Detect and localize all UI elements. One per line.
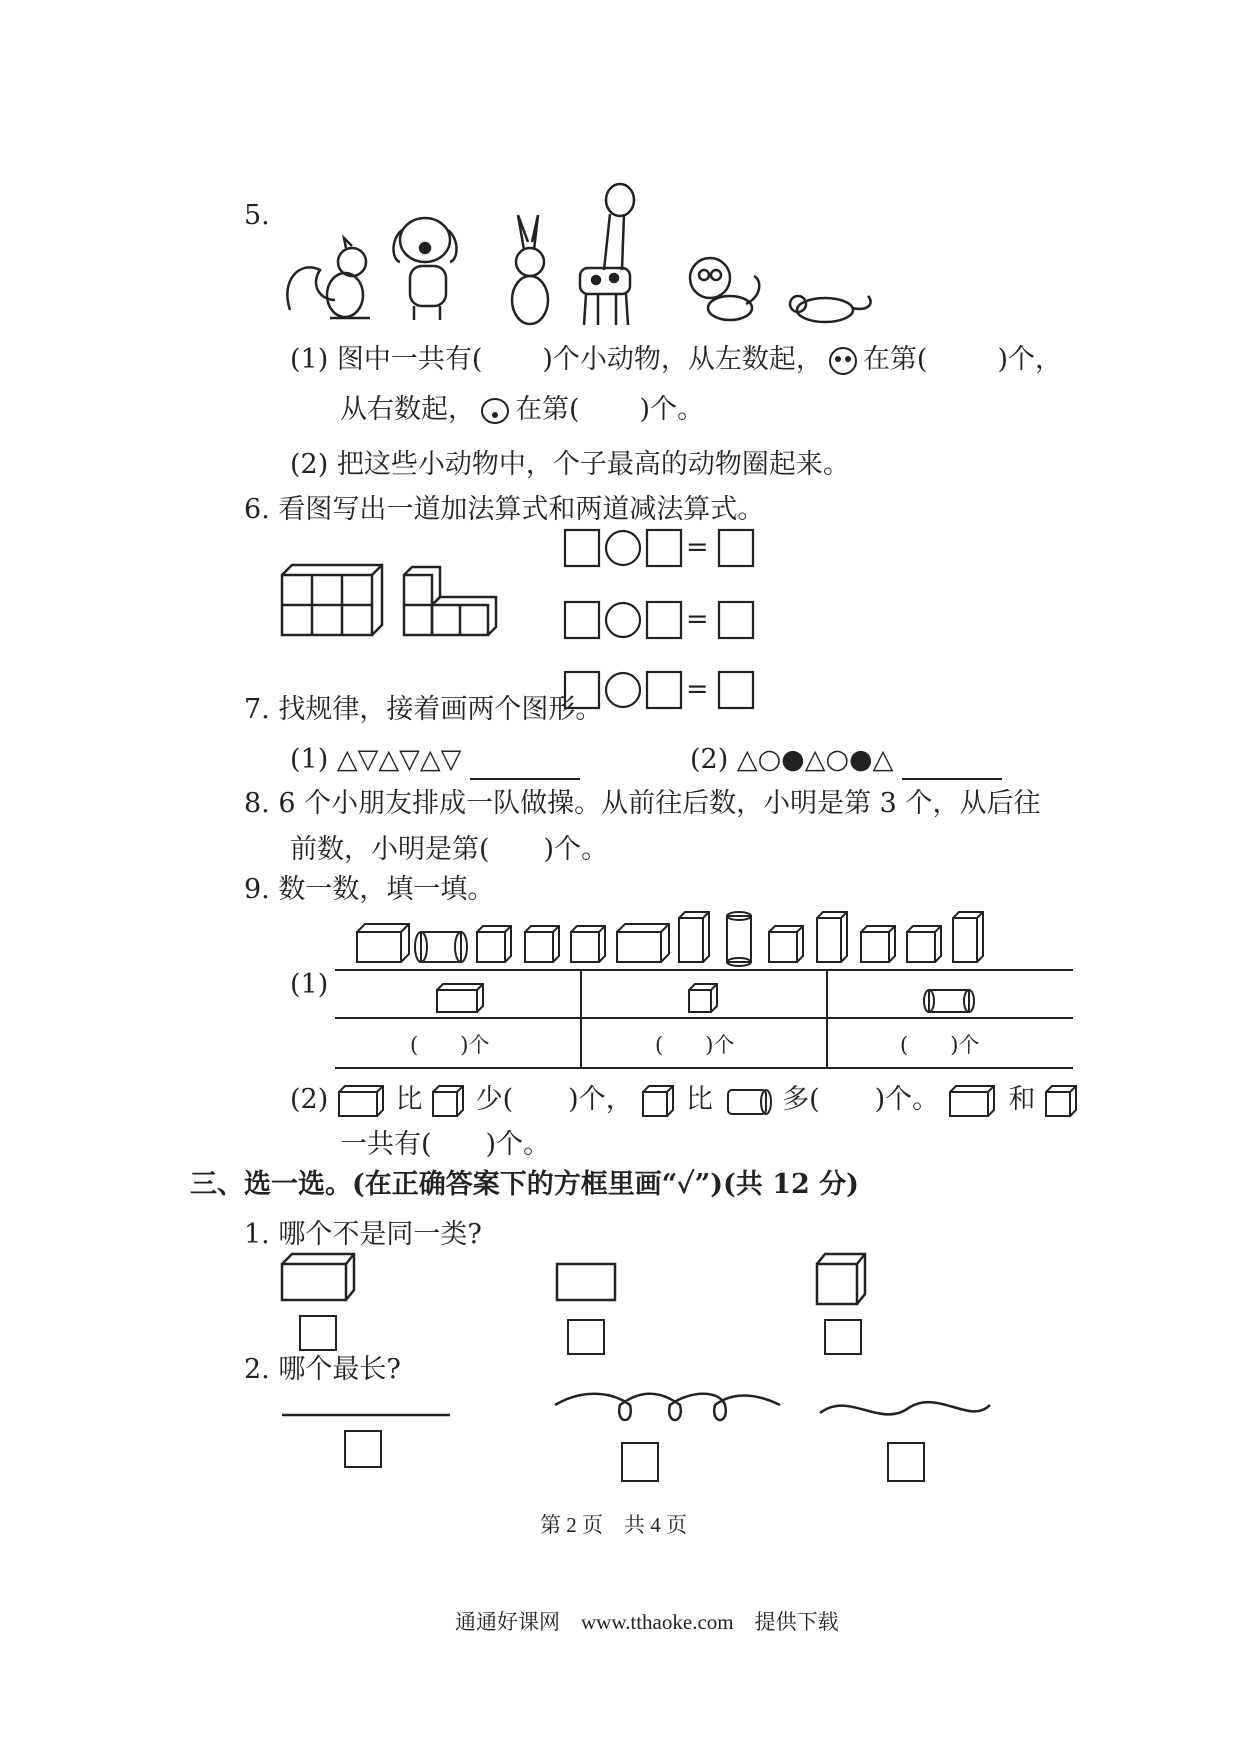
cube-icon xyxy=(525,926,559,962)
solids-row xyxy=(355,910,1005,970)
section3-q1: 1. 哪个不是同一类? xyxy=(244,1219,482,1250)
giraffe-icon xyxy=(580,184,634,325)
cube-icon xyxy=(817,1254,865,1304)
tall-cuboid-icon xyxy=(817,912,847,962)
equals-sign-2: = xyxy=(686,604,709,635)
q9-part2-line2: 一共有( )个。 xyxy=(340,1129,551,1160)
looped-line-icon xyxy=(555,1394,780,1420)
q5-sub1-text-e: 从右数起， xyxy=(340,394,475,425)
answer-box-3 xyxy=(825,1320,861,1354)
cube-icon xyxy=(907,926,941,962)
cube-icon xyxy=(431,1084,467,1118)
q9-text-unit-1: )个， xyxy=(568,1084,633,1115)
squirrel-icon xyxy=(287,238,370,318)
q5-sub1-text-c: 在第( xyxy=(862,344,928,375)
q9-compare-word-2: 比 xyxy=(685,1084,713,1115)
cuboid-icon xyxy=(617,924,669,962)
cube-icon xyxy=(1044,1084,1080,1118)
equation-row-1 xyxy=(565,530,753,566)
monkey-icon xyxy=(690,258,759,320)
q1-options xyxy=(280,1250,880,1350)
cube-icon xyxy=(769,926,803,962)
cylinder-icon xyxy=(415,932,467,962)
rectangle-icon xyxy=(557,1264,615,1300)
q7-part1-label: (1) xyxy=(290,744,329,775)
count-cell-cuboid[interactable]: ( )个 xyxy=(410,1033,490,1057)
q5-sub2: (2) 把这些小动物中，个子最高的动物圈起来。 xyxy=(290,449,850,480)
q5-sub1-line1 xyxy=(290,340,1062,380)
mouse-icon xyxy=(790,296,871,322)
q8-line1: 8. 6 个小朋友排成一队做操。从前往后数，小明是第 3 个，从后往 xyxy=(244,788,1041,819)
tall-cylinder-icon xyxy=(727,912,751,966)
cube-icon xyxy=(861,926,895,962)
q5-sub1-line2 xyxy=(340,390,704,430)
cuboid-icon xyxy=(437,984,483,1012)
q9-text: 9. 数一数，填一填。 xyxy=(244,874,495,905)
q7-part1-pattern: △▽△▽△▽ xyxy=(336,744,462,775)
count-cell-cube[interactable]: ( )个 xyxy=(655,1033,735,1057)
cuboid-icon xyxy=(337,1084,387,1118)
page-number: 第 2 页 共 4 页 xyxy=(540,1513,687,1537)
answer-box-1 xyxy=(300,1316,336,1350)
section3-q2: 2. 哪个最长? xyxy=(244,1354,401,1385)
cube-icon xyxy=(689,984,717,1012)
q2-options xyxy=(280,1385,1000,1495)
q5-sub1-text-a: (1) 图中一共有( xyxy=(290,344,483,375)
q8-line2: 前数，小明是第( )个。 xyxy=(290,834,609,865)
q5-sub1-text-g: )个。 xyxy=(639,394,705,425)
dog-icon xyxy=(394,218,457,320)
source-footer: 通通好课网 www.tthaoke.com 提供下载 xyxy=(455,1610,839,1634)
q9-text-unit-2: )个。 xyxy=(874,1084,940,1115)
cube-stack-figure xyxy=(282,565,502,640)
q9-text-more: 多( xyxy=(782,1084,820,1115)
cylinder-icon xyxy=(722,1084,774,1118)
q9-part1-label: (1) xyxy=(290,969,329,1000)
q9-compare-word-1: 比 xyxy=(395,1084,423,1115)
animal-row xyxy=(280,200,880,340)
cuboid-icon xyxy=(948,1084,1000,1118)
count-cell-cylinder[interactable]: ( )个 xyxy=(900,1033,980,1057)
q7-text: 7. 找规律，接着画两个图形。 xyxy=(244,694,603,725)
equation-row-2 xyxy=(565,602,753,638)
q5-number: 5. xyxy=(244,200,270,231)
dog-face-icon xyxy=(475,396,515,426)
q9-text-less: 少( xyxy=(475,1084,514,1115)
q7-part1-blank[interactable] xyxy=(470,750,580,780)
cube-icon xyxy=(571,926,605,962)
q7-part2-pattern: △○●△○●△ xyxy=(736,744,894,775)
section3-heading: 三、选一选。(在正确答案下的方框里画“✓”)(共 12 分) xyxy=(190,1169,859,1200)
q7-part2-blank[interactable] xyxy=(902,750,1002,780)
cube-icon xyxy=(641,1084,677,1118)
q7-part2-label: (2) xyxy=(690,744,729,775)
monkey-face-icon xyxy=(823,346,863,376)
cylinder-icon xyxy=(924,990,974,1012)
tall-cuboid-icon xyxy=(953,912,983,962)
q5-sub1-text-b: )个小动物，从左数起， xyxy=(542,344,823,375)
q7-part2 xyxy=(690,740,1002,780)
answer-box-2 xyxy=(568,1320,604,1354)
rabbit-icon xyxy=(512,215,548,324)
q5-sub1-text-d: )个， xyxy=(997,344,1063,375)
wavy-line-icon xyxy=(820,1402,990,1414)
equals-sign-1: = xyxy=(686,532,709,563)
answer-box-2 xyxy=(622,1443,658,1481)
cube-icon xyxy=(477,926,511,962)
q9-part2-line1 xyxy=(290,1080,1080,1120)
q9-text-and: 和 xyxy=(1008,1084,1036,1115)
answer-box-1 xyxy=(345,1431,381,1467)
q5-sub1-text-f: 在第( xyxy=(515,394,580,425)
cuboid-icon xyxy=(282,1254,354,1300)
cuboid-icon xyxy=(357,924,409,962)
tall-cuboid-icon xyxy=(679,912,709,962)
q7-part1 xyxy=(290,740,580,780)
equals-sign-3: = xyxy=(686,674,709,705)
q9-part2-label: (2) xyxy=(290,1084,329,1115)
answer-box-3 xyxy=(888,1443,924,1481)
q6-text: 6. 看图写出一道加法算式和两道减法算式。 xyxy=(244,494,765,525)
